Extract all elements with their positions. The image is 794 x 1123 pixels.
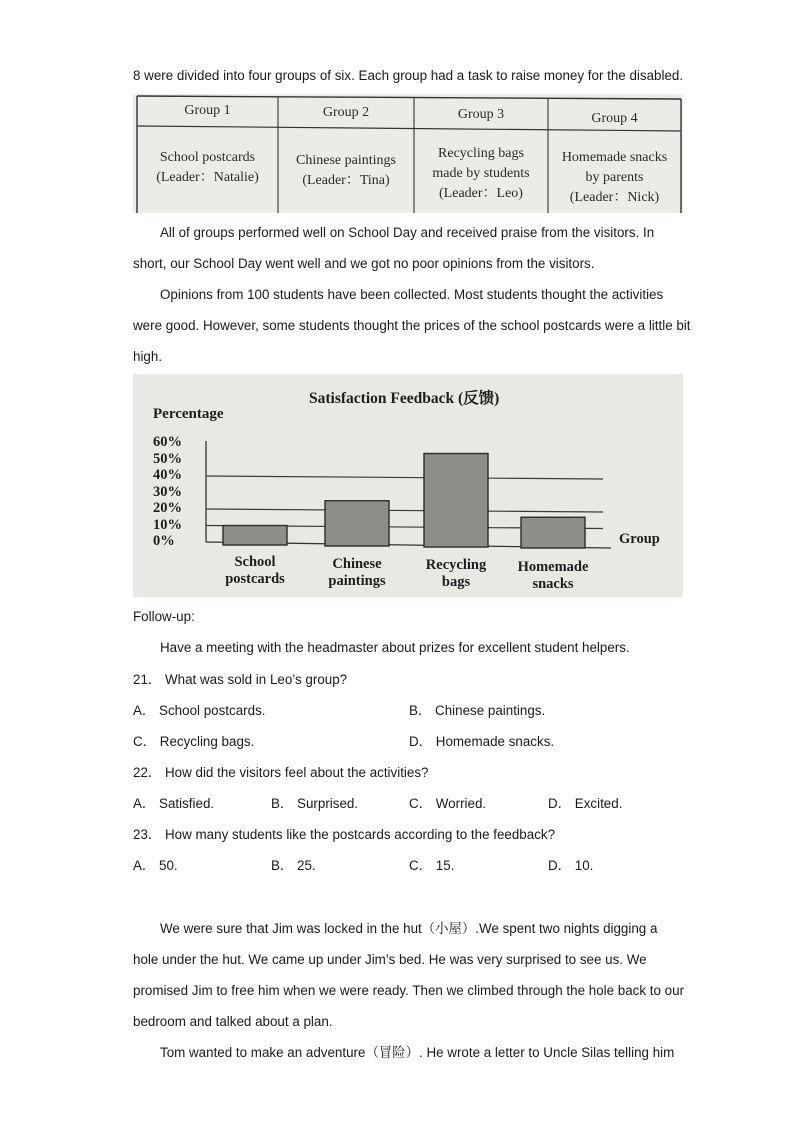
cell-line: (Leader：Natalie): [156, 170, 259, 185]
cell-line: made by students: [432, 166, 530, 181]
y-tick-label: 20%: [153, 500, 182, 516]
passage2-line-1: We were sure that Jim was locked in the hut（小屋）.We spent two nights digging a: [160, 921, 658, 936]
passage2-line-3: promised Jim to free him when we were ready. Then we climbed through the hole back to our: [133, 983, 685, 998]
groups-table: [133, 94, 683, 213]
category-label-line: School: [234, 554, 276, 570]
question-21-stem: 21． What was sold in Leo’s group?: [133, 672, 348, 687]
cell-line: Homemade snacks: [561, 150, 668, 165]
bar-chinese-paintings: [325, 501, 389, 546]
q21-option-c[interactable]: C． Recycling bags.: [133, 734, 255, 749]
category-label-line: Chinese: [332, 555, 382, 572]
category-label-line: bags: [441, 574, 471, 590]
reference-line-20: [206, 509, 603, 512]
chart-xlabel: Group: [619, 531, 660, 547]
category-label-line: postcards: [225, 571, 285, 587]
intro-line: 8 were divided into four groups of six. Each group had a task to raise money for the disabled.: [133, 68, 684, 83]
category-label: [503, 559, 603, 593]
para1-line-1: All of groups performed well on School Day and received praise from the visitors. In: [160, 225, 655, 240]
y-tick-label: 40%: [153, 467, 182, 483]
table-cell-group-2: [278, 151, 414, 191]
q23-option-b[interactable]: B． 25.: [271, 858, 316, 873]
followup-heading: Follow-up:: [133, 609, 195, 624]
bar-homemade-snacks: [521, 517, 585, 548]
followup-text: Have a meeting with the headmaster about prizes for excellent student helpers.: [160, 640, 630, 655]
chart-title: Satisfaction Feedback (反馈): [309, 390, 500, 407]
q22-option-b[interactable]: B． Surprised.: [271, 796, 359, 811]
category-label-line: snacks: [532, 575, 574, 592]
y-tick-label: 10%: [153, 516, 182, 533]
table-cell-group-1: [137, 148, 278, 188]
q22-option-c[interactable]: C． Worried.: [409, 796, 487, 811]
passage2-line-2: hole under the hut. We came up under Jim’s bed. He was very surprised to see us. We: [133, 952, 647, 967]
chart-ylabel: Percentage: [153, 406, 224, 422]
para2-line-1: Opinions from 100 students have been collected. Most students thought the activities: [160, 287, 664, 302]
q22-option-a[interactable]: A． Satisfied.: [133, 796, 215, 811]
bar-recycling-bags: [424, 454, 488, 548]
cell-line: (Leader：Nick): [569, 190, 660, 205]
category-label-line: Homemade: [517, 558, 589, 575]
cell-line: by parents: [585, 170, 644, 185]
category-label: [406, 557, 506, 591]
q23-option-a[interactable]: A． 50.: [133, 858, 178, 873]
table-header-group-3: Group 3: [457, 107, 505, 122]
para2-line-2: were good. However, some students thought the prices of the school postcards were a little bit: [133, 318, 691, 333]
y-tick-label: 30%: [153, 483, 182, 500]
y-tick-label: 0%: [153, 533, 175, 549]
table-header-group-4: Group 4: [591, 111, 638, 126]
y-tick-label: 50%: [153, 450, 182, 467]
category-label: [307, 556, 407, 590]
q21-option-a[interactable]: A． School postcards.: [133, 703, 266, 718]
question-23-stem: 23． How many students like the postcards according to the feedback?: [133, 827, 556, 842]
question-22-stem: 22． How did the visitors feel about the activities?: [133, 765, 429, 780]
table-header-group-1: Group 1: [184, 103, 231, 118]
table-header-group-2: Group 2: [322, 105, 370, 120]
bar-school-postcards: [223, 526, 287, 546]
category-label-line: paintings: [328, 572, 386, 589]
satisfaction-chart: [133, 374, 683, 597]
q23-option-d[interactable]: D． 10.: [548, 858, 594, 873]
para1-line-2: short, our School Day went well and we got no poor opinions from the visitors.: [133, 256, 595, 271]
category-label-line: Recycling: [425, 557, 487, 573]
passage2-line-4: bedroom and talked about a plan.: [133, 1014, 333, 1029]
para2-line-3: high.: [133, 349, 163, 364]
cell-line: Chinese paintings: [296, 153, 396, 168]
table-cell-group-4: [548, 148, 681, 208]
reference-line-40: [206, 476, 603, 479]
category-label: [205, 554, 305, 588]
y-tick-label: 60%: [153, 434, 182, 450]
cell-line: School postcards: [159, 150, 256, 165]
q21-option-b[interactable]: B． Chinese paintings.: [409, 703, 546, 718]
table-cell-group-3: [414, 144, 548, 204]
cell-line: (Leader：Leo): [439, 186, 523, 201]
cell-line: Recycling bags: [438, 146, 524, 161]
cell-line: (Leader：Tina): [302, 173, 390, 188]
q22-option-d[interactable]: D． Excited.: [548, 796, 623, 811]
passage2-line-5: Tom wanted to make an adventure（冒险）. He wrote a letter to Uncle Silas telling him: [160, 1045, 675, 1060]
q21-option-d[interactable]: D． Homemade snacks.: [409, 734, 555, 749]
q23-option-c[interactable]: C． 15.: [409, 858, 455, 873]
